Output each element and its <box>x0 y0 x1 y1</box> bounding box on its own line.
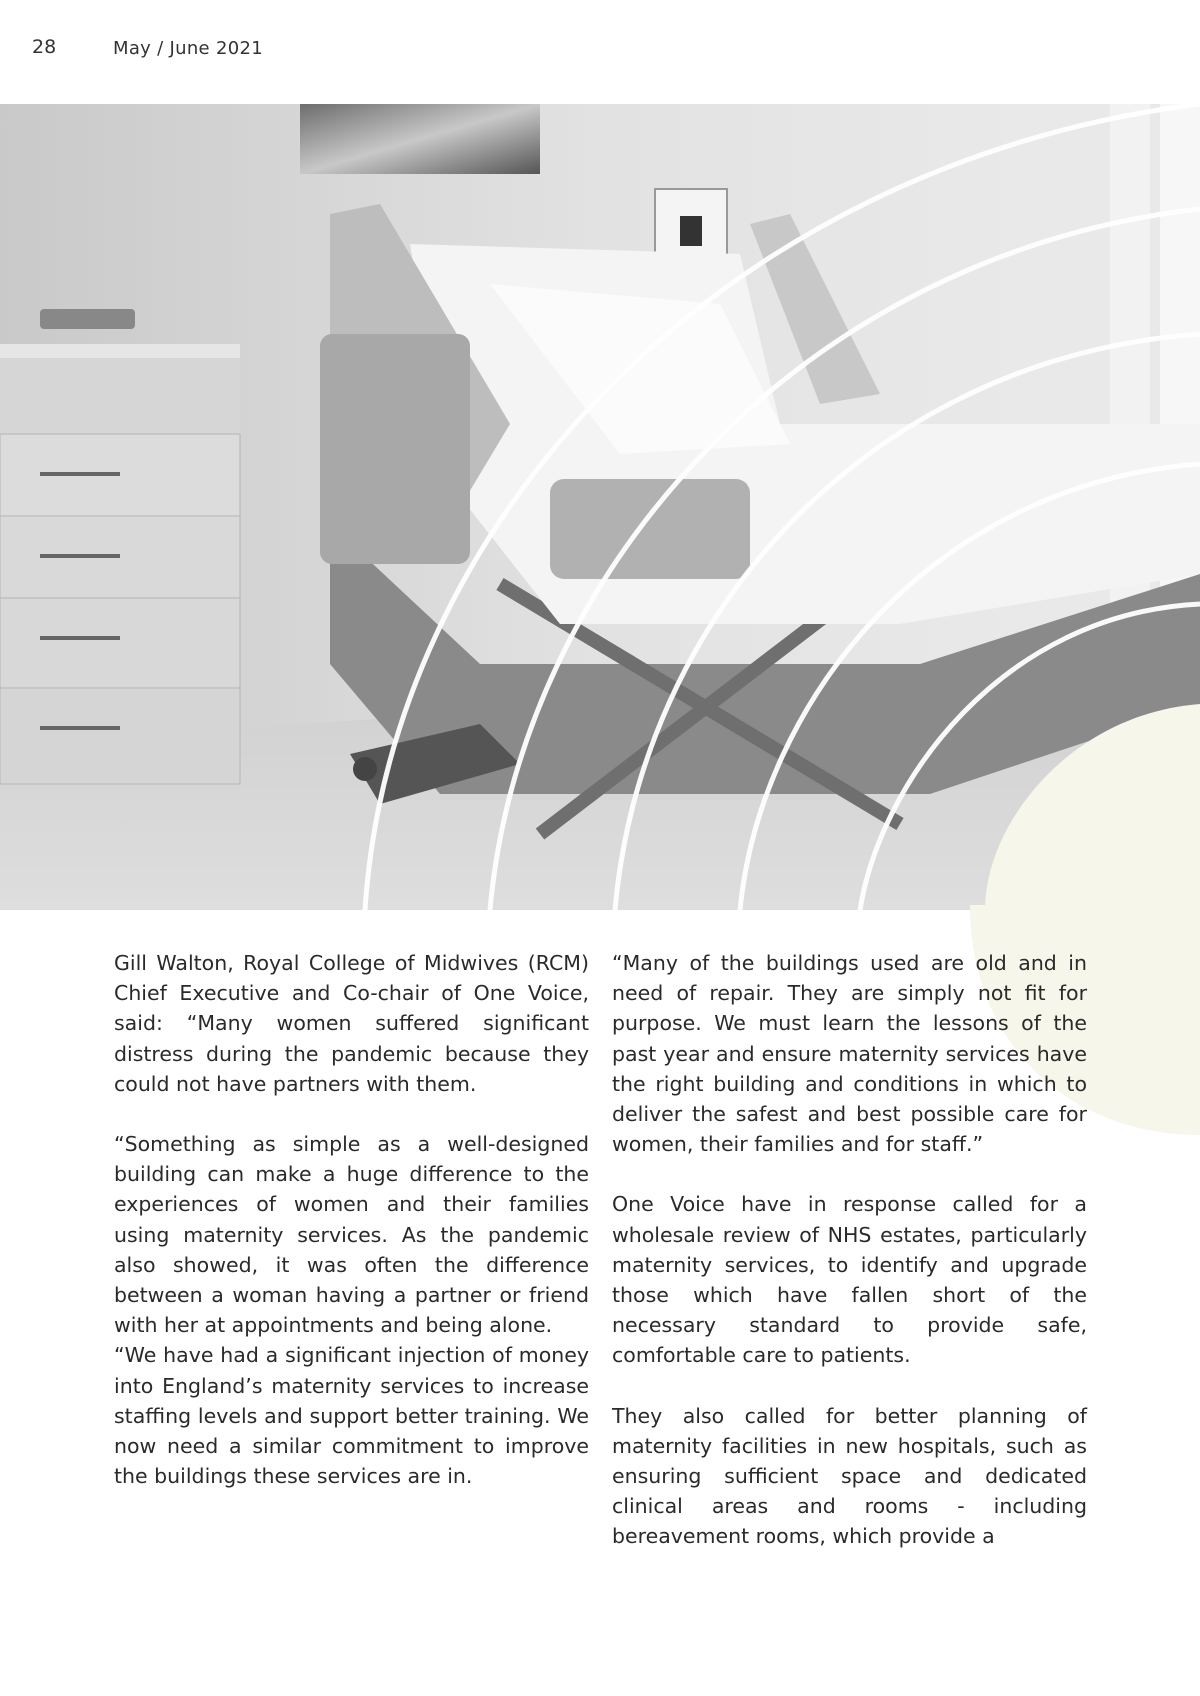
article-left-column <box>114 948 589 1521</box>
article-right-column <box>612 948 1087 1582</box>
paragraph: One Voice have in response called for a wholesale review of NHS estates, particularly maternity services, to identify and upgrade those which have fallen short of the necessary standard to provide safe, comfortable care to patients. <box>612 1192 1087 1368</box>
paragraph: “Many of the buildings used are old and in need of repair. They are simply not fit for purpose. We must learn the lessons of the past year and ensure maternity services have the right building and conditions in which to deliver the safest and best possible care for women, their families and for staff.” <box>612 951 1087 1157</box>
hospital-bed-photo <box>0 104 1200 910</box>
paragraph: They also called for better planning of maternity facilities in new hospitals, such as ensuring sufficient space and dedicated clinical areas and rooms - including bereavement rooms, which provide a <box>612 1403 1087 1549</box>
paragraph: “Something as simple as a well-designed building can make a huge difference to the experiences of women and their families using maternity services. As the pandemic also showed, it was often the difference between a woman having a partner or friend with her at appointments and being alone. <box>114 1132 589 1338</box>
page-number: 28 <box>32 36 57 58</box>
paragraph: Gill Walton, Royal College of Midwives (RCM) Chief Executive and Co-chair of One Voice, said: “Many women suffered significant distress during the pandemic because they could not have partners with them. <box>114 951 589 1096</box>
issue-date: May / June 2021 <box>113 38 263 59</box>
paragraph: “We have had a significant injection of money into England’s maternity services to increase staffing levels and support better training. We now need a similar commitment to improve the buildings these services are in. <box>114 1343 589 1489</box>
